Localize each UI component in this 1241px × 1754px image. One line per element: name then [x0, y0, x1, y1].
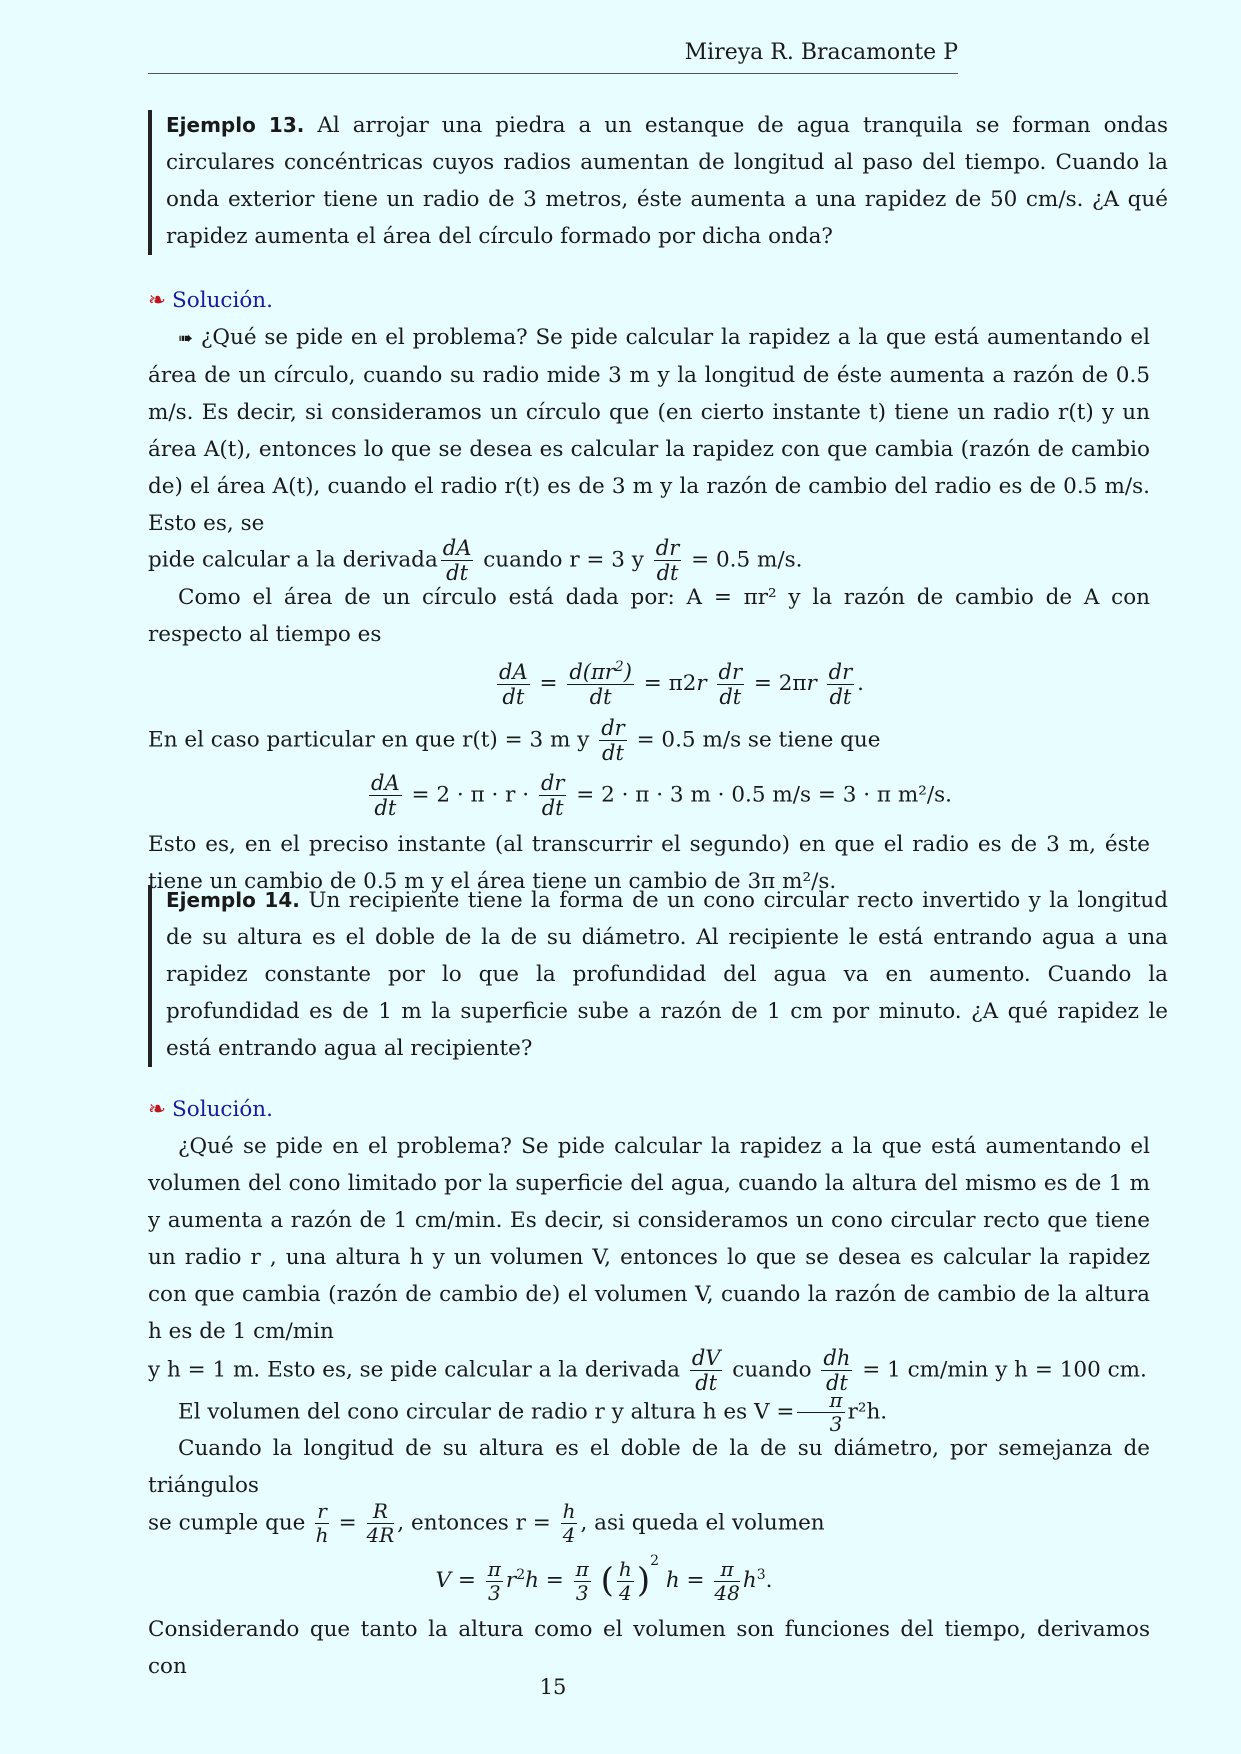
solution-1-paragraph-2	[148, 579, 1150, 653]
fraction-dr-dt-2: $\frac{dr}{dt}$	[601, 715, 625, 765]
solution-1-text-1b: cuando r = 3 y	[483, 547, 644, 573]
solution-2-heading	[148, 1091, 1150, 1128]
fraction-dh-dt: $\frac{dh}{dt}$	[823, 1346, 851, 1396]
solution-1-text-3a: En el caso particular en que r(t) = 3 m y	[148, 727, 590, 753]
solution-2-text-1b: cuando	[732, 1357, 812, 1383]
solution-2-text-4c: , asi queda el volumen	[580, 1510, 825, 1536]
solution-1	[148, 282, 1150, 900]
solution-2-text-4b: , entonces r =	[397, 1510, 551, 1536]
solution-2-derivative-line	[148, 1346, 1150, 1395]
fraction-dA-dt: $\frac{dA}{dt}$	[442, 536, 472, 586]
arrow-icon: ➠	[178, 328, 194, 349]
example-13-box	[148, 110, 1168, 255]
equation-2-right: = 2 · π · 3 m · 0.5 m/s = 3 · π m²/s.	[576, 782, 952, 808]
solution-2-text-4a: se cumple que	[148, 1510, 306, 1536]
solution-1-paragraph-1	[148, 319, 1150, 542]
solution-1-derivative-line	[148, 536, 1150, 585]
page-number: 15	[539, 1675, 567, 1699]
solution-2-paragraph-5	[148, 1611, 1150, 1685]
equation-dA-dt-value: $\frac{dA}{dt}$ = 2 · π · r · $\frac{dr}{dt}$ = 2 · π · 3 m · 0.5 m/s = 3 · π m²/s.	[371, 770, 952, 820]
solution-1-text-3b: = 0.5 m/s se tiene que	[636, 727, 881, 753]
example-14-text: Un recipiente tiene la forma de un cono circular recto invertido y la longitud de su altura es el doble de la de su diámetro. Al recipiente le está entrando agua a una rapidez constante por lo que la profundidad del agua va en aumento. Cuando la profundidad es de 1 m la superficie sube a razón de 1 cm por minuto. ¿A qué rapidez le está entrando agua al recipiente?	[166, 888, 1168, 1061]
example-13-label: Ejemplo 13.	[166, 113, 305, 137]
author-name: Mireya R. Bracamonte P	[684, 40, 958, 65]
example-14-paragraph	[166, 882, 1168, 1067]
solution-2-label: Solución.	[172, 1097, 273, 1122]
solution-2-text-1: ¿Qué se pide en el problema? Se pide calcular la rapidez a la que está aumentando el volumen del cono limitado por la superficie del agua, cuando la altura del mismo es de 1 m y aumenta a razón de 1 cm/min. Es decir, si consideramos un cono circular recto que tiene un radio r , una altura h y un volumen V, entonces lo que se desea es calcular la rapidez con que cambia (razón de cambio de) el volumen V, cuando la razón de cambio de la altura h es de 1 cm/min	[148, 1134, 1150, 1344]
solution-2	[148, 1091, 1150, 1685]
solution-1-text-2: Como el área de un círculo está dada por: A = πr² y la razón de cambio de A con respecto al tiempo es	[148, 585, 1150, 648]
solution-1-text-1c: = 0.5 m/s.	[691, 547, 803, 573]
fraction-dV-dt: $\frac{dV}{dt}$	[691, 1346, 721, 1396]
fleuron-icon: ❧	[148, 288, 167, 313]
solution-1-paragraph-3	[148, 716, 1150, 765]
solution-1-text-4: Esto es, en el preciso instante (al transcurrir el segundo) en que el radio es de 3 m, éste tiene un cambio de 0.5 m y el área tiene un cambio de 3π m²/s.	[148, 832, 1150, 895]
solution-1-label: Solución.	[172, 288, 273, 313]
example-14-label: Ejemplo 14.	[166, 888, 300, 912]
solution-1-heading	[148, 282, 1150, 319]
solution-2-text-3: Cuando la longitud de su altura es el doble de la de su diámetro, por semejanza de triángulos	[148, 1436, 1150, 1499]
solution-2-text-2a: El volumen del cono circular de radio r y altura h es V =	[178, 1399, 795, 1425]
example-13-paragraph	[166, 107, 1168, 255]
solution-2-text-5: Considerando que tanto la altura como el volumen son funciones del tiempo, derivamos con	[148, 1616, 1150, 1679]
fleuron-icon: ❧	[148, 1097, 167, 1122]
solution-2-paragraph-2	[148, 1389, 1150, 1436]
example-14-box	[148, 885, 1168, 1067]
solution-2-paragraph-4: se cumple que $\frac{r}{h}$ = $\frac{R}{4R}$ , entonces r = $\frac{h}{4}$ , asi queda el volumen	[148, 1499, 825, 1548]
solution-1-text-1a: pide calcular a la derivada	[148, 547, 438, 573]
example-13-text: Al arrojar una piedra a un estanque de agua tranquila se forman ondas circulares concéntricas cuyos radios aumentan de longitud al paso del tiempo. Cuando la onda exterior tiene un radio de 3 metros, éste aumenta a una rapidez de 50 cm/s. ¿A qué rapidez aumenta el área del círculo formado por dicha onda?	[166, 113, 1169, 249]
fraction-pi-3: $\frac{\pi}{3}$	[797, 1389, 844, 1436]
solution-2-text-2b: r²h.	[847, 1399, 888, 1425]
equation-2-left: = 2 · π · r ·	[411, 782, 530, 808]
solution-2-text-1a: y h = 1 m. Esto es, se pide calcular a la derivada	[148, 1357, 680, 1383]
running-header	[148, 40, 958, 74]
solution-2-paragraph-1	[148, 1128, 1150, 1350]
equation-dA-dt: $\frac{dA}{dt}$ = $\frac{d(\pi r^2)}{dt}$ = π2r $\frac{dr}{dt}$ = 2πr $\frac{dr}{dt}$ .	[499, 659, 864, 710]
fraction-dr-dt: $\frac{dr}{dt}$	[655, 536, 680, 586]
solution-2-text-1c: = 1 cm/min y h = 100 cm.	[862, 1357, 1147, 1383]
solution-1-text-1: ¿Qué se pide en el problema? Se pide calcular la rapidez a la que está aumentando el área de un círculo, cuando su radio mide 3 m y la longitud de éste aumenta a razón de 0.5 m/s. Es decir, si consideramos un círculo que (en cierto instante t) tiene un radio r(t) y un área A(t), entonces lo que se desea es calcular la rapidez con que cambia (razón de cambio de) el área A(t), cuando el radio r(t) es de 3 m y la razón de cambio del radio es de 0.5 m/s. Esto es, se	[148, 325, 1150, 536]
equation-volume: V = $\frac{\pi}{3}$ $r^2h$ = $\frac{\pi}{3}$ ( $\frac{h}{4}$ )$^2$ h = $\frac{\pi}{48}$ $h^3$.	[435, 1553, 773, 1605]
solution-2-paragraph-3	[148, 1430, 1150, 1504]
